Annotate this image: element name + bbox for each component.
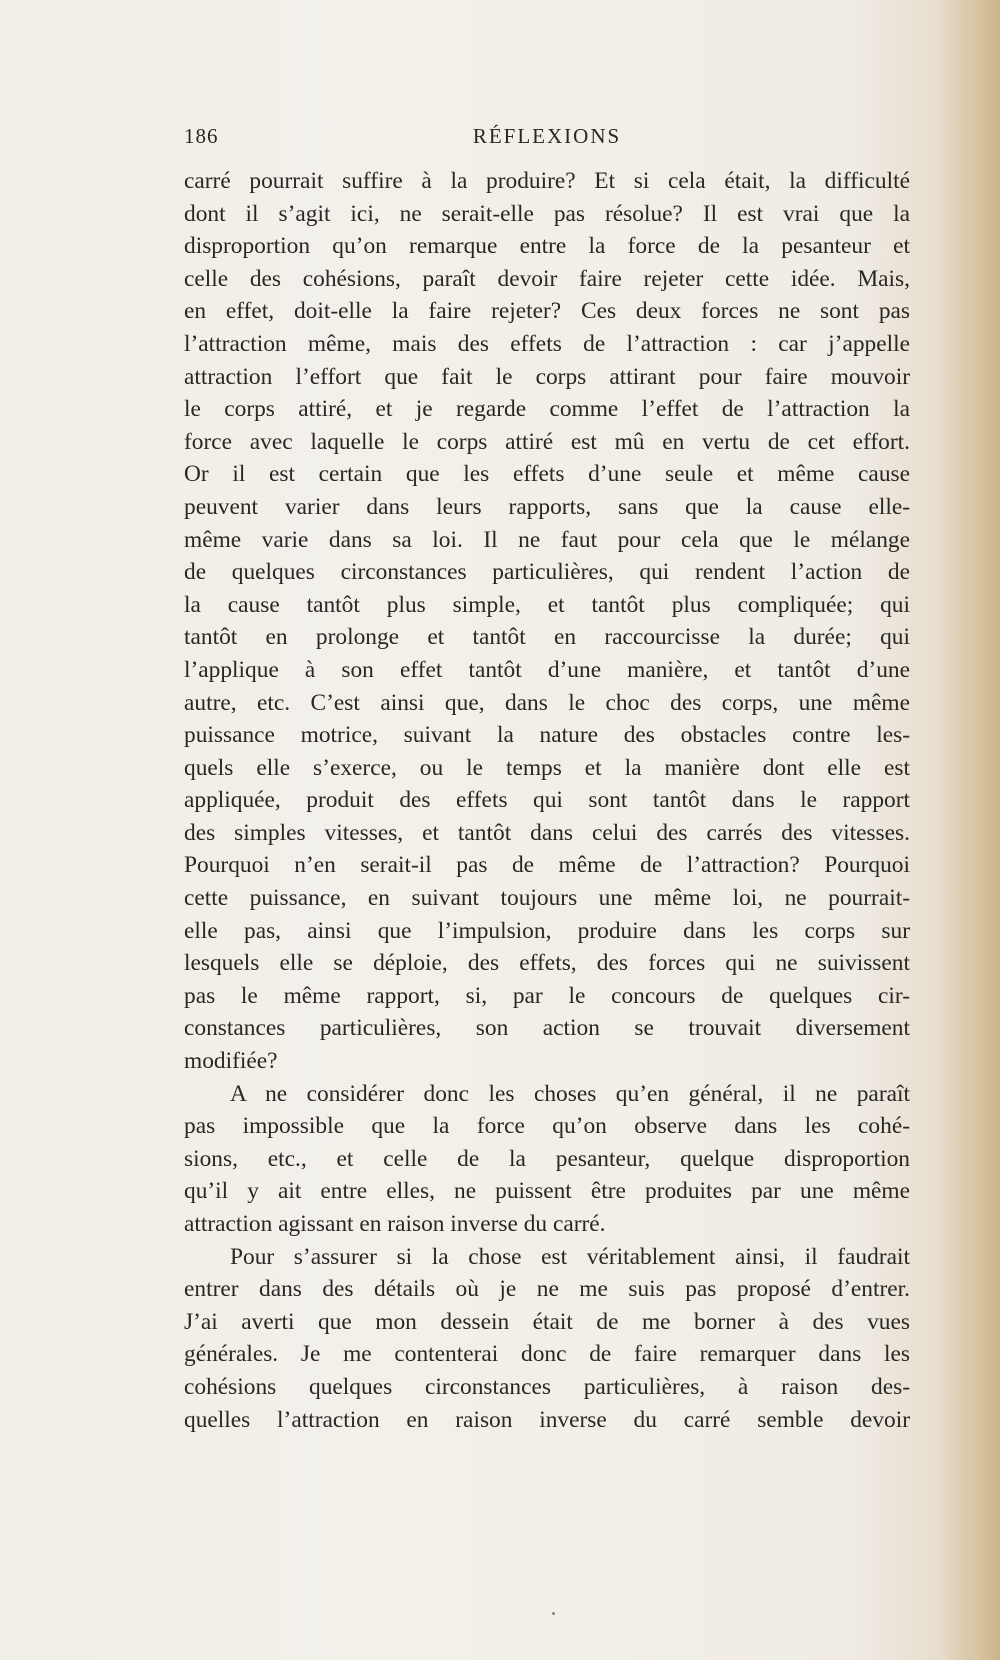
text-line: entrer dans des détails où je ne me suis pas proposé d’entrer. (184, 1276, 910, 1303)
text-line: attraction l’effort que fait le corps attirant pour faire mouvoir (184, 363, 910, 390)
text-line: disproportion qu’on remarque entre la force de la pesanteur et (184, 233, 910, 260)
text-line: Pour s’assurer si la chose est véritablement ainsi, il faudrait (230, 1243, 910, 1270)
text-line: la cause tantôt plus simple, et tantôt plus compliquée; qui (184, 591, 910, 618)
text-line: celle des cohésions, paraît devoir faire rejeter cette idée. Mais, (184, 265, 910, 292)
text-line: quelles l’attraction en raison inverse du carré semble devoir (184, 1406, 910, 1433)
text-line: puissance motrice, suivant la nature des obstacles contre les- (184, 722, 910, 749)
text-line: J’ai averti que mon dessein était de me borner à des vues (184, 1308, 910, 1335)
text-line: carré pourrait suffire à la produire? Et si cela était, la difficulté (184, 168, 910, 194)
text-line: de quelques circonstances particulières, qui rendent l’action de (184, 559, 910, 586)
text-line: modifiée? (184, 1048, 278, 1075)
text-line: A ne considérer donc les choses qu’en général, il ne paraît (230, 1080, 910, 1107)
text-line: sions, etc., et celle de la pesanteur, quelque disproportion (184, 1145, 910, 1172)
text-line: Or il est certain que les effets d’une seule et même cause (184, 461, 910, 488)
body-text (184, 165, 910, 1436)
text-line: dont il s’agit ici, ne serait-elle pas résolue? Il est vrai que la (184, 200, 910, 227)
page-number: 186 (184, 124, 219, 148)
text-line: l’attraction même, mais des effets de l’attraction : car j’appelle (184, 330, 910, 357)
paragraph-3 (184, 1241, 910, 1437)
text-line: appliquée, produit des effets qui sont tantôt dans le rapport (184, 787, 910, 814)
text-line: pas le même rapport, si, par le concours de quelques cir- (184, 982, 910, 1009)
text-line: force avec laquelle le corps attiré est mû en vertu de cet effort. (184, 428, 910, 455)
running-title: RÉFLEXIONS (472, 124, 622, 148)
text-line: autre, etc. C’est ainsi que, dans le choc des corps, une même (184, 689, 910, 716)
text-line: tantôt en prolonge et tantôt en raccourcisse la durée; qui (184, 624, 910, 651)
paper-speck (552, 1612, 555, 1615)
text-line: en effet, doit-elle la faire rejeter? Ces deux forces ne sont pas (184, 298, 910, 325)
text-line: elle pas, ainsi que l’impulsion, produire dans les corps sur (184, 917, 910, 944)
text-line: quels elle s’exerce, ou le temps et la manière dont elle est (184, 754, 910, 781)
text-line: des simples vitesses, et tantôt dans celui des carrés des vitesses. (184, 819, 910, 846)
page-edge-shadow (940, 0, 1000, 1660)
page-header (184, 124, 910, 158)
text-line: même varie dans sa loi. Il ne faut pour cela que le mélange (184, 526, 910, 553)
text-line: cohésions quelques circonstances particulières, à raison des- (184, 1373, 910, 1400)
text-line: Pourquoi n’en serait-il pas de même de l’attraction? Pourquoi (184, 852, 910, 879)
text-line: générales. Je me contenterai donc de faire remarquer dans les (184, 1341, 910, 1368)
text-line: pas impossible que la force qu’on observe dans les cohé- (184, 1113, 910, 1140)
text-line: cette puissance, en suivant toujours une même loi, ne pourrait- (184, 885, 910, 912)
text-line: peuvent varier dans leurs rapports, sans que la cause elle- (184, 493, 910, 520)
paragraph-2 (184, 1078, 910, 1241)
text-line: qu’il y ait entre elles, ne puissent être produites par une même (184, 1178, 910, 1205)
text-line: constances particulières, son action se trouvait diversement (184, 1015, 910, 1042)
text-line: le corps attiré, et je regarde comme l’effet de l’attraction la (184, 396, 910, 423)
paragraph-1 (184, 165, 910, 1078)
text-line: lesquels elle se déploie, des effets, des forces qui ne suivissent (184, 950, 910, 977)
text-line: l’applique à son effet tantôt d’une manière, et tantôt d’une (184, 656, 910, 683)
text-line: attraction agissant en raison inverse du carré. (184, 1211, 606, 1237)
